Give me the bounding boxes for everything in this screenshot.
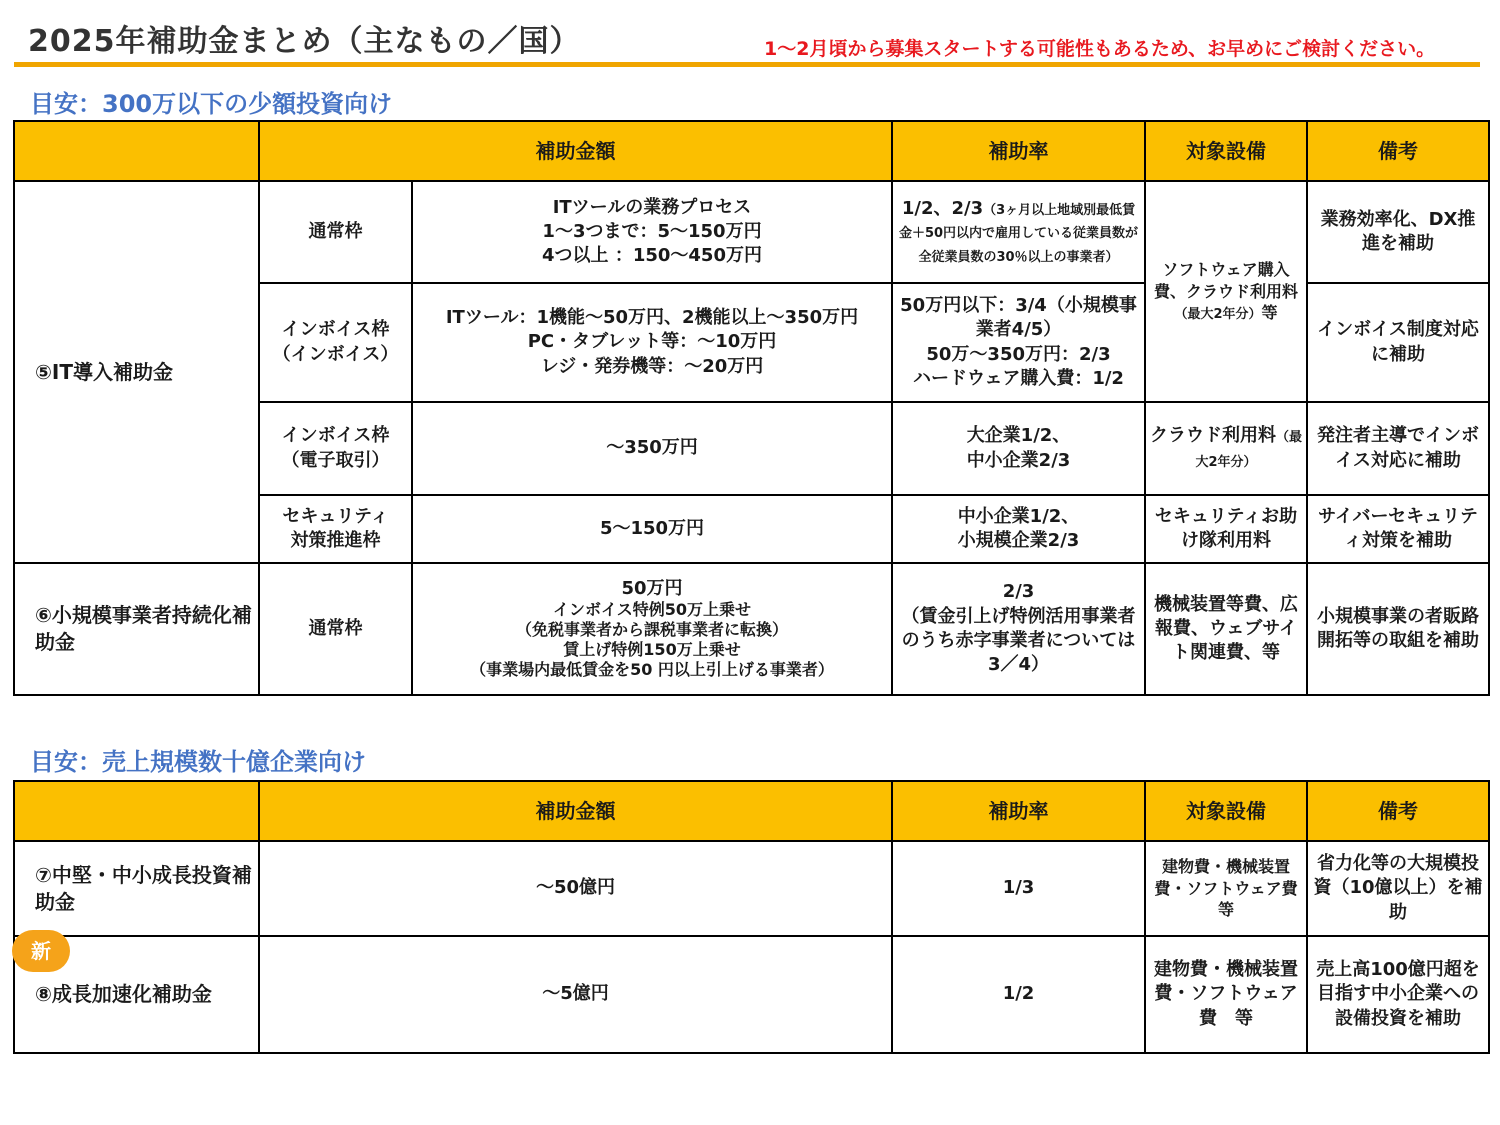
amount-cell: 50万円 インボイス特例50万上乗せ （免税事業者から課税事業者に転換） 賃上げ特例150万上乗せ （事業場内最低賃金を50 円以上引上げる事業者） bbox=[412, 563, 892, 695]
section1-heading: 目安：300万以下の少額投資向け bbox=[30, 90, 393, 118]
frame-cell: 通常枠 bbox=[259, 181, 412, 283]
section2-heading: 目安：売上規模数十億企業向け bbox=[30, 748, 366, 776]
equipment-cell: ソフトウェア購入費、クラウド利用料（最大2年分）等 bbox=[1145, 181, 1307, 402]
header-notes: 備考 bbox=[1307, 781, 1489, 841]
rate-cell: 1/2、2/3（3ヶ月以上地域別最低賃金＋50円以内で雇用している従業員数が全従業員数の30％以上の事業者） bbox=[892, 181, 1145, 283]
amount-cell: ITツール：1機能～50万円、2機能以上～350万円 PC・タブレット等：～10万円 レジ・発券機等：～20万円 bbox=[412, 283, 892, 402]
program-name-growth-accel: ⑧成長加速化補助金 bbox=[14, 936, 259, 1053]
header-empty-cell bbox=[14, 121, 259, 181]
page-title: 2025年補助金まとめ（主なもの／国） bbox=[28, 24, 581, 59]
notice-text: 1～2月頃から募集スタートする可能性もあるため、お早めにご検討ください。 bbox=[764, 38, 1436, 60]
header-rate: 補助率 bbox=[892, 121, 1145, 181]
table-row bbox=[14, 936, 1489, 1053]
amount-cell: ～5億円 bbox=[259, 936, 892, 1053]
small-investment-table bbox=[13, 120, 1490, 696]
rate-cell: 2/3 （賃金引上げ特例活用事業者のうち赤字事業者については3／4） bbox=[892, 563, 1145, 695]
equipment-cell: 建物費・機械装置費・ソフトウェア費 等 bbox=[1145, 841, 1307, 936]
equipment-cell: 建物費・機械装置費・ソフトウェア費 等 bbox=[1145, 936, 1307, 1053]
rate-cell: 1/3 bbox=[892, 841, 1145, 936]
amount-cell: ～50億円 bbox=[259, 841, 892, 936]
program-name-small-biz: ⑥小規模事業者持続化補助金 bbox=[14, 563, 259, 695]
notes-cell: 業務効率化、DX推進を補助 bbox=[1307, 181, 1489, 283]
frame-cell: セキュリティ 対策推進枠 bbox=[259, 495, 412, 563]
rate-cell: 1/2 bbox=[892, 936, 1145, 1053]
header-equipment: 対象設備 bbox=[1145, 781, 1307, 841]
table-header-row bbox=[14, 781, 1489, 841]
header-amount: 補助金額 bbox=[259, 121, 892, 181]
table-row bbox=[14, 841, 1489, 936]
notes-cell: 売上高100億円超を目指す中小企業への設備投資を補助 bbox=[1307, 936, 1489, 1053]
header-notes: 備考 bbox=[1307, 121, 1489, 181]
amount-cell: ITツールの業務プロセス 1～3つまで：5～150万円 4つ以上 ：150～450万円 bbox=[412, 181, 892, 283]
amount-cell: 5～150万円 bbox=[412, 495, 892, 563]
header-empty-cell bbox=[14, 781, 259, 841]
table-header-row bbox=[14, 121, 1489, 181]
program-name-it: ⑤IT導入補助金 bbox=[14, 181, 259, 563]
rate-cell: 50万円以下：3/4（小規模事業者4/5） 50万～350万円：2/3 ハードウェア購入費：1/2 bbox=[892, 283, 1145, 402]
table-row bbox=[14, 563, 1489, 695]
notes-cell: 省力化等の大規模投資（10億以上）を補助 bbox=[1307, 841, 1489, 936]
notes-cell: サイバーセキュリティ対策を補助 bbox=[1307, 495, 1489, 563]
notes-cell: 小規模事業の者販路開拓等の取組を補助 bbox=[1307, 563, 1489, 695]
equipment-cell: 機械装置等費、広報費、ウェブサイト関連費、等 bbox=[1145, 563, 1307, 695]
title-underline bbox=[14, 62, 1480, 67]
rate-cell: 中小企業1/2、 小規模企業2/3 bbox=[892, 495, 1145, 563]
new-badge: 新 bbox=[12, 930, 70, 972]
notes-cell: 発注者主導でインボイス対応に補助 bbox=[1307, 402, 1489, 495]
rate-cell: 大企業1/2、 中小企業2/3 bbox=[892, 402, 1145, 495]
header-equipment: 対象設備 bbox=[1145, 121, 1307, 181]
equipment-cell: クラウド利用料（最大2年分） bbox=[1145, 402, 1307, 495]
notes-cell: インボイス制度対応に補助 bbox=[1307, 283, 1489, 402]
header-amount: 補助金額 bbox=[259, 781, 892, 841]
equipment-cell: セキュリティお助け隊利用料 bbox=[1145, 495, 1307, 563]
frame-cell: 通常枠 bbox=[259, 563, 412, 695]
large-investment-table bbox=[13, 780, 1490, 1054]
frame-cell: インボイス枠 （電子取引） bbox=[259, 402, 412, 495]
program-name-mid-growth: ⑦中堅・中小成長投資補助金 bbox=[14, 841, 259, 936]
header-rate: 補助率 bbox=[892, 781, 1145, 841]
amount-cell: ～350万円 bbox=[412, 402, 892, 495]
table-row bbox=[14, 181, 1489, 283]
frame-cell: インボイス枠 （インボイス） bbox=[259, 283, 412, 402]
